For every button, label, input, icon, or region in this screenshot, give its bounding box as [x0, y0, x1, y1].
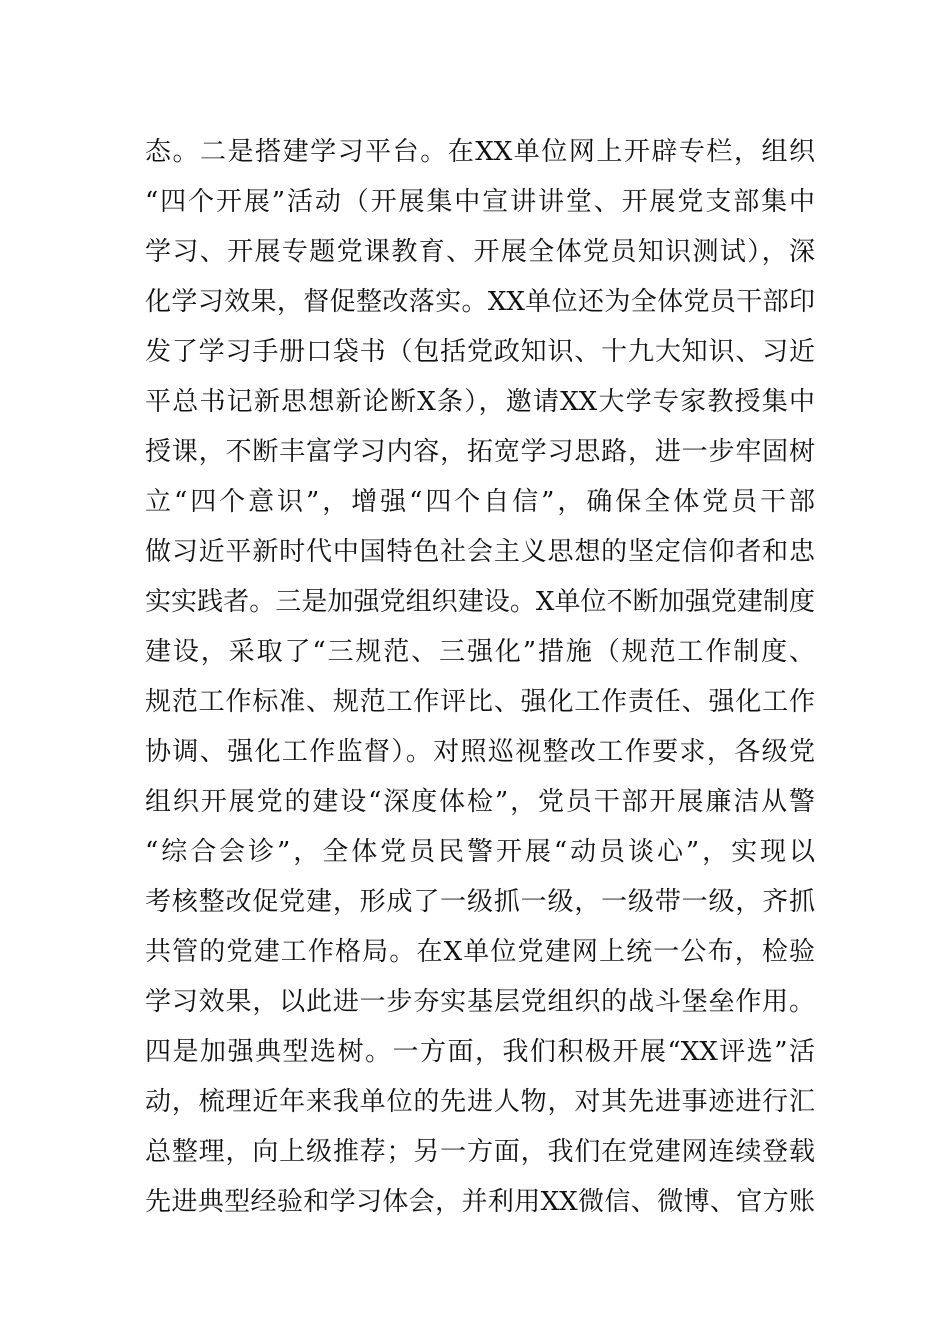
text-line: 总整理，向上级推荐；另一方面，我们在党建网连续登载 — [145, 1137, 815, 1167]
text-line: 实实践者。三是加强党组织建设。X单位不断加强党建制度 — [145, 587, 815, 617]
text-line: 建设，采取了“三规范、三强化”措施（规范工作制度、 — [145, 637, 815, 667]
text-line: 平总书记新思想新论断X条），邀请XX大学专家教授集中 — [145, 387, 815, 417]
text-line: 立“四个意识”，增强“四个自信”，确保全体党员干部 — [145, 487, 815, 517]
text-line: 先进典型经验和学习体会，并利用XX微信、微博、官方账 — [145, 1187, 815, 1217]
text-line: 动，梳理近年来我单位的先进人物，对其先进事迹进行汇 — [145, 1087, 815, 1117]
text-line: 组织开展党的建设“深度体检”，党员干部开展廉洁从警 — [145, 787, 815, 817]
text-line: 考核整改促党建，形成了一级抓一级，一级带一级，齐抓 — [145, 887, 815, 917]
text-line: 化学习效果，督促整改落实。XX单位还为全体党员干部印 — [145, 287, 815, 317]
text-line: 学习效果，以此进一步夯实基层党组织的战斗堡垒作用。 — [145, 987, 815, 1017]
text-line: 做习近平新时代中国特色社会主义思想的坚定信仰者和忠 — [145, 537, 815, 567]
text-line: 共管的党建工作格局。在X单位党建网上统一公布，检验 — [145, 937, 815, 967]
text-line: 学习、开展专题党课教育、开展全体党员知识测试），深 — [145, 237, 815, 267]
text-line: 四是加强典型选树。一方面，我们积极开展“XX评选”活 — [145, 1037, 815, 1067]
body-text — [145, 127, 815, 1227]
text-line: “综合会诊”，全体党员民警开展“动员谈心”，实现以 — [145, 837, 815, 867]
text-line: “四个开展”活动（开展集中宣讲讲堂、开展党支部集中 — [145, 187, 815, 217]
text-line: 发了学习手册口袋书（包括党政知识、十九大知识、习近 — [145, 337, 815, 367]
text-line: 规范工作标准、规范工作评比、强化工作责任、强化工作 — [145, 687, 815, 717]
text-line: 态。二是搭建学习平台。在XX单位网上开辟专栏，组织 — [145, 137, 815, 167]
text-line: 授课，不断丰富学习内容，拓宽学习思路，进一步牢固树 — [145, 437, 815, 467]
text-line: 协调、强化工作监督）。对照巡视整改工作要求，各级党 — [145, 737, 815, 767]
